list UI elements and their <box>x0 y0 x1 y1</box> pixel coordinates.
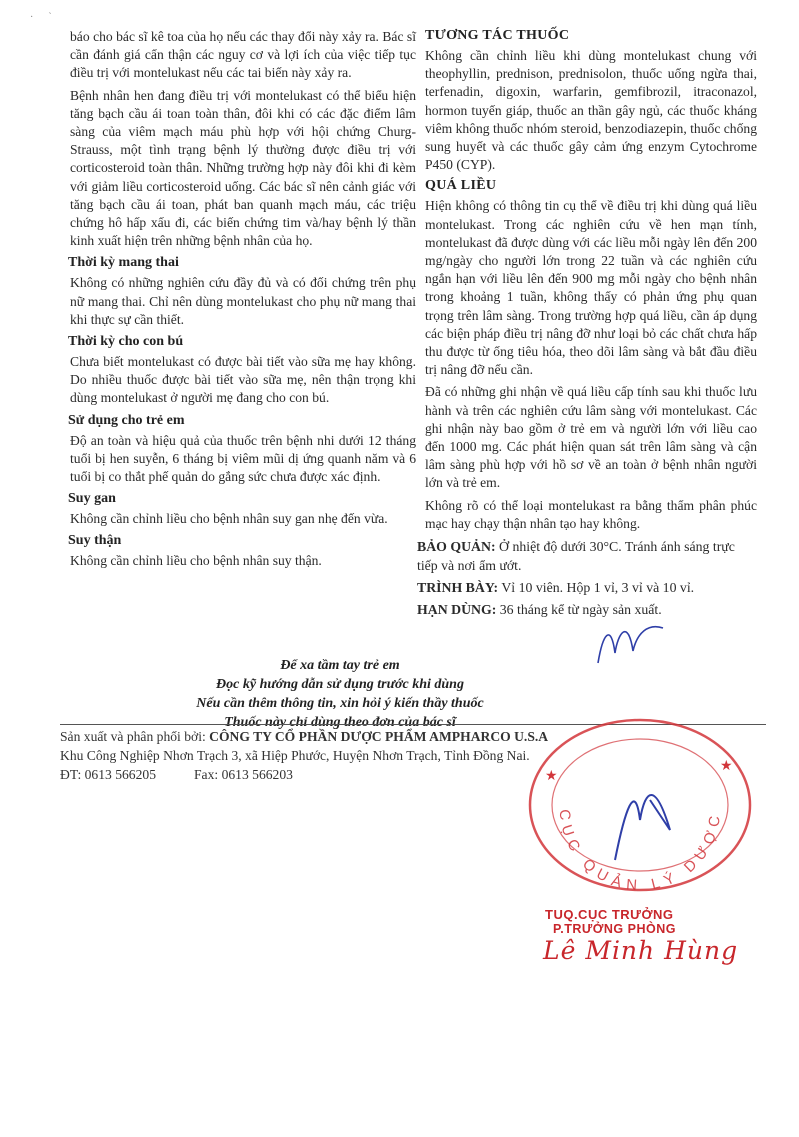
storage-label: BẢO QUẢN: <box>417 539 496 555</box>
svg-text:CỤC QUẢN LÝ DƯỢC <box>556 809 725 895</box>
stamp-text: CỤC QUẢN LÝ DƯỢC <box>555 808 725 895</box>
hepatic-text: Không cần chỉnh liều cho bệnh nhân suy gan nhẹ đến vừa. <box>70 511 388 527</box>
presentation-label: TRÌNH BÀY: <box>417 580 499 596</box>
warning-line-4: Thuốc này chỉ dùng theo đơn của bác sĩ <box>224 715 456 730</box>
pregnancy-heading: Thời kỳ mang thai <box>68 255 179 271</box>
overdose-heading: QUÁ LIỀU <box>425 178 497 194</box>
warning-line-2: Đọc kỹ hướng dẫn sử dụng trước khi dùng <box>216 677 464 692</box>
storage-line <box>417 537 757 575</box>
warning-line-1: Để xa tầm tay trẻ em <box>280 658 400 673</box>
storage-text: Ở nhiệt độ dưới 30°C. Tránh ánh sáng trực tiếp và nơi ẩm ướt. <box>417 539 735 574</box>
expiry-text: 36 tháng kể từ ngày sản xuất. <box>496 602 662 618</box>
company-name: CÔNG TY CỔ PHẦN DƯỢC PHẨM AMPHARCO U.S.A <box>209 729 549 744</box>
renal-text: Không cần chỉnh liều cho bệnh nhân suy thận. <box>70 553 322 569</box>
approval-title-2: P.TRƯỞNG PHÒNG <box>553 922 676 936</box>
fax-number: Fax: 0613 566203 <box>194 767 293 782</box>
signatory-name: Lê Minh Hùng <box>543 936 739 965</box>
approval-title-1: TUQ.CỤC TRƯỞNG <box>545 907 674 922</box>
svg-text:★: ★ <box>545 767 558 783</box>
renal-heading: Suy thận <box>68 533 122 549</box>
interactions-heading: TƯƠNG TÁC THUỐC <box>425 28 570 43</box>
pediatric-text: Độ an toàn và hiệu quả của thuốc trên bệnh nhi dưới 12 tháng tuổi bị hen suyễn, 6 tháng bị viêm mũi dị ứng quanh năm và 6 tuổi bị co thắt phế quản do gắng sức chưa được xác định. <box>70 432 416 485</box>
right-column <box>417 28 757 619</box>
hepatic-heading: Suy gan <box>68 491 116 507</box>
scan-marks: · ˋ <box>30 12 52 23</box>
phone-number: ĐT: 0613 566205 <box>60 767 156 782</box>
interactions-text: Không cần chỉnh liều khi dùng montelukast chung với theophyllin, prednison, prednisolon, thuốc uống ngừa thai, terfenadin, digoxin, warfarin, gemfibrozil, itraconazol, hormon tuyến giáp, thuốc an thần gây ngủ, các thuốc kháng viêm không thuốc nhóm steroid, benzodiazepin, thuốc chống sung huyết và các thuốc gây cảm ứng enzym Cytochrome P450 (CYP). <box>425 48 757 173</box>
company-address: Khu Công Nghiệp Nhơn Trạch 3, xã Hiệp Phước, Huyện Nhơn Trạch, Tỉnh Đồng Nai. <box>60 748 530 763</box>
presentation-text: Vỉ 10 viên. Hộp 1 vỉ, 3 vỉ và 10 vỉ. <box>498 580 695 596</box>
overdose-paragraph-2: Đã có những ghi nhận về quá liều cấp tính sau khi thuốc lưu hành và trên các nghiên cứu lâm sàng với montelukast. Các ghi nhận này bao gồm ở trẻ em và người lớn với liều cao đến 1000 mg. Các phát hiện quan sát trên lâm sàng và cận lâm sàng phù hợp với hồ sơ về an toàn ở bệnh nhân người lớn và trẻ em. <box>425 384 757 491</box>
lactation-heading: Thời kỳ cho con bú <box>68 334 184 350</box>
lactation-text: Chưa biết montelukast có được bài tiết vào sữa mẹ hay không. Do nhiều thuốc được bài tiết vào sữa mẹ, nên thận trọng khi dùng montelukast ở người mẹ đang cho con bú. <box>70 354 416 406</box>
expiry-line <box>417 600 757 619</box>
warning-line-3: Nếu cần thêm thông tin, xin hỏi ý kiến thầy thuốc <box>196 696 484 711</box>
expiry-label: HẠN DÙNG: <box>417 602 497 618</box>
svg-text:★: ★ <box>720 757 733 773</box>
official-stamp-icon <box>520 710 760 910</box>
approval-signature-block <box>545 907 738 965</box>
manufacturer-prefix: Sản xuất và phân phối bởi: <box>60 729 210 744</box>
warning-continuation-paragraph: báo cho bác sĩ kê toa của họ nếu các thay đổi này xảy ra. Bác sĩ cần đánh giá cẩn thận các nguy cơ và lợi ích của việc tiếp tục điều trị với montelukast nếu các tai biến này xảy ra. <box>70 29 416 81</box>
overdose-paragraph-3: Không rõ có thể loại montelukast ra bằng thẩm phân phúc mạc hay chạy thận nhân tạo hay không. <box>425 497 757 531</box>
left-column <box>70 28 416 575</box>
pediatric-heading: Sử dụng cho trẻ em <box>68 412 185 428</box>
churg-strauss-paragraph: Bệnh nhân hen đang điều trị với montelukast có thể biểu hiện tăng bạch cầu ái toan toàn thân, đôi khi có các đặc điểm lâm sàng của viêm mạch máu phù hợp với hội chứng Churg-Strauss, một tình trạng bệnh lý thường được điều trị với corticosteroid toàn thân. Những trường hợp này đôi khi đi kèm với giảm liều corticosteroid uống. Các bác sĩ nên cảnh giác với tăng bạch cầu ái toan, phát ban quanh mạch máu, các triệu chứng hô hấp xấu đi, các biến chứng tim và/hay bệnh lý thần kinh xuất hiện trên những bệnh nhân của họ. <box>70 87 416 249</box>
pregnancy-text: Không có những nghiên cứu đầy đủ và có đối chứng trên phụ nữ mang thai. Chỉ nên dùng montelukast cho phụ nữ mang thai khi thực sự cần thiết. <box>70 275 416 327</box>
overdose-paragraph-1: Hiện không có thông tin cụ thể về điều trị khi dùng quá liều montelukast. Trong các nghiên cứu về hen mạn tính, montelukast đã được dùng với các liều mỗi ngày lên đến 200 mg/ngày cho người lớn trong 22 tuần và các nghiên cứu ngắn hạn với liều lên đến 900 mg mỗi ngày cho bệnh nhân trong khoảng 1 tuần, không thấy có phản ứng phụ quan trọng trên lâm sàng. Trong trường hợp quá liều, cần áp dụng các biện pháp điều trị nâng đỡ như loại bỏ các chất chưa hấp thu được từ ống tiêu hóa, theo dõi lâm sàng và bắt đầu điều trị nâng đỡ nếu cần. <box>425 198 757 378</box>
presentation-line <box>417 578 757 597</box>
